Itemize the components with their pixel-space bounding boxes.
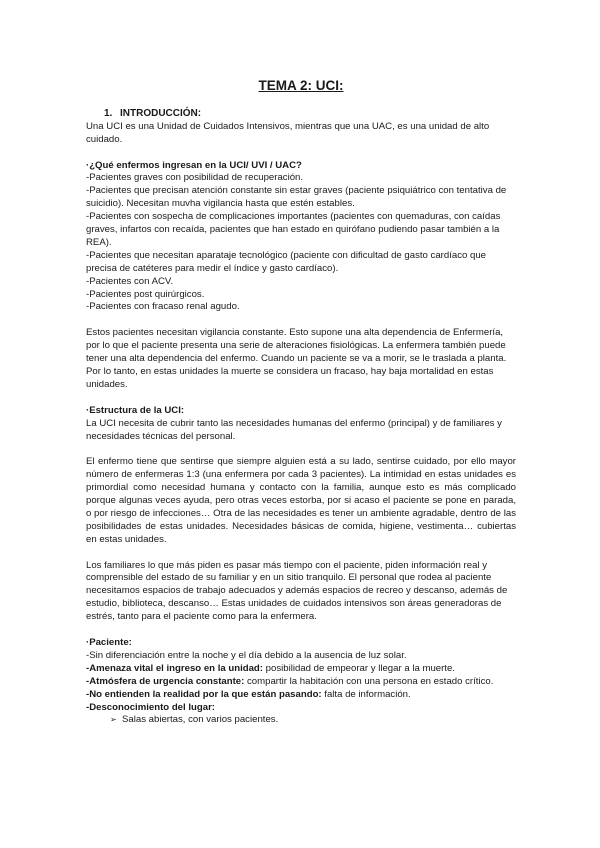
familiares-paragraph: Los familiares lo que más piden es pasar más tiempo con el paciente, piden información real y comprensible del estado de su familiar y en un sitio tranquilo. El personal que rodea al paciente necesitamos espacios de trabajo adecuados y además espacios de recreo y descanso, además de estudio, biblioteca, descanso… Estas unidades de cuidados intensivos son áreas generadoras de estrés, tanto para el paciente como para la enfermera. [86,559,508,623]
vigilancia-paragraph: Estos pacientes necesitan vigilancia constante. Esto supone una alta dependencia de Enfermería, por lo que el paciente presenta una serie de alteraciones fisiológicas. La enfermera también puede tener una alta dependencia del enfermo. Cuando un paciente se va a morir, se le traslada a planta. Por lo tanto, en estas unidades la muerte se considera un fracaso, hay baja mortalidad en estas unidades. [86,327,507,390]
list-item: -Atmósfera de urgencia constante: compartir la habitación con una persona en estado crítico. [86,675,494,687]
bullet-item [110,714,516,727]
intro-paragraph: Una UCI es una Unidad de Cuidados Intensivos, mientras que una UAC, es una unidad de alto cuidado. [86,120,490,145]
arrow-bullet-icon: ➢ [110,715,117,725]
list-item: -Pacientes con fracaso renal agudo. [86,301,240,313]
list-item: -No entienden la realidad por la que están pasando: falta de información. [86,688,411,700]
question-heading: ·¿Qué enfermos ingresan en la UCI/ UVI / UAC? [86,159,302,171]
list-item: -Pacientes que precisan atención constante sin estar graves (paciente psiquiátrico con tentativa de suicidio). Necesitan muvha vigilancia hasta que estén estables. [86,185,507,210]
page-title: TEMA 2: UCI: [258,78,344,93]
section-number: 1. [104,107,113,119]
estructura-heading: ·Estructura de la UCI: [86,404,185,416]
list-item: -Pacientes graves con posibilidad de recuperación. [86,172,304,184]
list-item: -Pacientes que necesitan aparataje tecnológico (paciente con dificultad de gasto cardíaco que precisa de catéteres para medir el índice y gasto cardíaco). [86,249,487,274]
bullet-text: Salas abiertas, con varios pacientes. [122,714,279,726]
document-body [86,80,516,727]
list-item: -Pacientes con ACV. [86,275,174,287]
list-item: -Pacientes con sospecha de complicaciones importantes (pacientes con quemaduras, con caídas graves, infartos con recaída, pacientes que han estado en quirófano pudiendo pasar también a la REA). [86,211,501,248]
list-item: -Desconocimiento del lugar: [86,701,216,713]
section-heading-text: INTRODUCCIÓN: [120,107,202,119]
section-heading-introduccion [104,108,516,121]
list-item: -Amenaza vital el ingreso en la unidad: posibilidad de empeorar y llegar a la muerte. [86,662,455,674]
list-item: -Sin diferenciación entre la noche y el día debido a la ausencia de luz solar. [86,649,407,661]
paciente-heading: ·Paciente: [86,636,132,648]
list-item: -Pacientes post quirúrgicos. [86,288,205,300]
estructura-paragraph: La UCI necesita de cubrir tanto las necesidades humanas del enfermo (principal) y de familiares y necesidades técnicas del personal. [86,417,502,442]
enfermo-paragraph: El enfermo tiene que sentirse que siempre alguien está a su lado, sentirse cuidado, por ello mayor número de enfermeras 1:3 (una enfermera por cada 3 pacientes). La intimidad en estas unidades es primordial como necesidad humana y contacto con la familia, aunque esto es más complicado porque algunas veces ayuda, pero otras veces estorba, por si acaso el paciente se pone en parada, o por riesgo de infecciones… Otra de las necesidades es tener un ambiente agradable, dentro de las posibilidades de estas unidades. Necesidades básicas de comida, higiene, vestimenta… cubiertas en estas unidades. [86,456,516,545]
